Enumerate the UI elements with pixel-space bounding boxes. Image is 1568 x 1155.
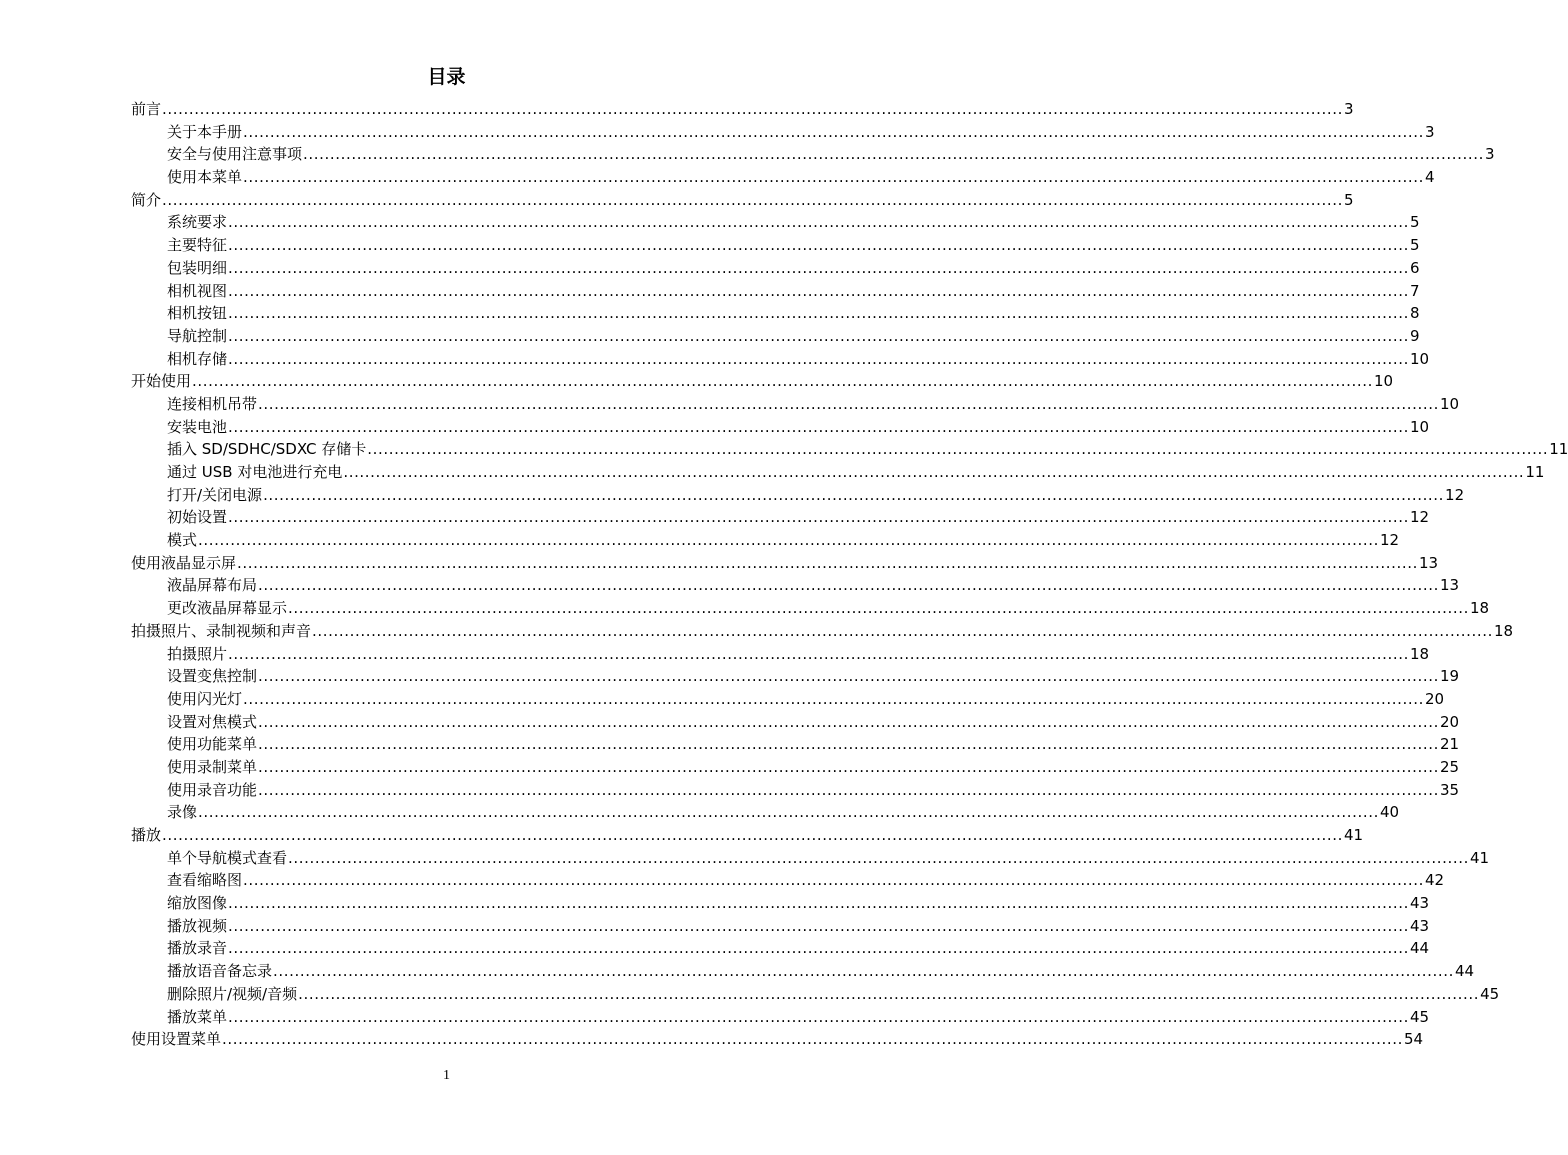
toc-subentry[interactable] — [131, 574, 1460, 597]
toc-page-number: 43 — [1410, 894, 1430, 913]
dot-leader: ............................................................................................................................................................................................................................ — [243, 168, 1424, 187]
toc-page-number: 8 — [1410, 304, 1420, 323]
toc-page-number: 35 — [1440, 780, 1460, 799]
toc-subentry[interactable] — [131, 348, 1430, 371]
toc-entry-label: 前言 — [131, 100, 162, 118]
toc-entry-label: 播放 — [131, 826, 162, 844]
toc-subentry[interactable] — [131, 257, 1420, 280]
dot-leader: ............................................................................................................................................................................................................................ — [258, 735, 1439, 754]
toc-entry-label: 查看缩略图 — [167, 871, 243, 890]
dot-leader: ............................................................................................................................................................................................................................ — [273, 962, 1454, 981]
toc-subentry[interactable] — [131, 937, 1430, 960]
toc-page-number: 21 — [1440, 735, 1460, 754]
toc-page-number: 20 — [1440, 712, 1460, 731]
toc-page-number: 10 — [1410, 417, 1430, 436]
toc-page-number: 11 — [1525, 463, 1545, 481]
toc-entry-label: 播放录音 — [167, 939, 228, 958]
toc-entry-label: 单个导航模式查看 — [167, 848, 288, 867]
toc-subentry[interactable] — [131, 892, 1430, 915]
dot-leader: ............................................................................................................................................................................................................................ — [198, 531, 1379, 550]
dot-leader: ............................................................................................................................................................................................................................ — [222, 1030, 1403, 1049]
dot-leader: ............................................................................................................................................................................................................................ — [228, 258, 1409, 277]
toc-page-number: 44 — [1455, 962, 1475, 981]
toc-page-number: 54 — [1404, 1030, 1424, 1049]
toc-page-number: 10 — [1410, 349, 1430, 368]
toc-title: 目录 — [427, 66, 466, 88]
dot-leader: ............................................................................................................................................................................................................................ — [243, 122, 1424, 141]
dot-leader: ............................................................................................................................................................................................................................ — [237, 553, 1418, 572]
toc-entry-label: 设置变焦控制 — [167, 667, 258, 686]
toc-entry[interactable] — [131, 824, 1364, 847]
toc-page-number: 7 — [1410, 281, 1420, 300]
dot-leader: ............................................................................................................................................................................................................................ — [312, 621, 1493, 640]
dot-leader: ............................................................................................................................................................................................................................ — [228, 349, 1409, 368]
toc-entry-label: 连接相机吊带 — [167, 394, 258, 413]
toc-subentry[interactable] — [131, 733, 1460, 756]
toc-subentry[interactable] — [131, 1006, 1430, 1029]
toc-page-number: 25 — [1440, 757, 1460, 776]
toc-entry-label: 导航控制 — [167, 326, 228, 345]
dot-leader: ............................................................................................................................................................................................................................ — [228, 236, 1409, 255]
toc-subentry[interactable] — [131, 688, 1445, 711]
dot-leader: ............................................................................................................................................................................................................................ — [367, 440, 1549, 459]
toc-page-number: 41 — [1344, 826, 1364, 844]
dot-leader: ............................................................................................................................................................................................................................ — [228, 281, 1409, 300]
dot-leader: ............................................................................................................................................................................................................................ — [228, 304, 1409, 323]
dot-leader: ............................................................................................................................................................................................................................ — [228, 508, 1409, 527]
toc-entry-label: 缩放图像 — [167, 894, 228, 913]
toc-page-number: 11 — [1549, 440, 1568, 459]
toc-entry-label: 删除照片/视频/音频 — [167, 984, 298, 1003]
dot-leader: ............................................................................................................................................................................................................................ — [162, 826, 1343, 844]
toc-entry-label: 开始使用 — [131, 372, 192, 391]
toc-subentry[interactable] — [131, 211, 1420, 234]
toc-page-number: 43 — [1410, 916, 1430, 935]
toc-page-number: 18 — [1494, 621, 1514, 640]
toc-page-number: 41 — [1470, 848, 1490, 867]
toc-entry-label: 模式 — [167, 531, 198, 550]
dot-leader: ............................................................................................................................................................................................................................ — [243, 871, 1424, 890]
dot-leader: ............................................................................................................................................................................................................................ — [228, 417, 1409, 436]
toc-entry-label: 使用设置菜单 — [131, 1030, 222, 1049]
toc-page-number: 3 — [1344, 100, 1354, 118]
dot-leader: ............................................................................................................................................................................................................................ — [228, 916, 1409, 935]
dot-leader: ............................................................................................................................................................................................................................ — [258, 712, 1439, 731]
toc-entry-label: 拍摄照片、录制视频和声音 — [131, 621, 312, 640]
toc-entry-label: 包装明细 — [167, 258, 228, 277]
toc-subentry[interactable] — [131, 869, 1445, 892]
dot-leader: ............................................................................................................................................................................................................................ — [258, 576, 1439, 595]
toc-entry[interactable] — [131, 98, 1354, 121]
table-of-contents — [131, 98, 1568, 1051]
dot-leader: ............................................................................................................................................................................................................................ — [258, 394, 1439, 413]
dot-leader: ............................................................................................................................................................................................................................ — [162, 190, 1343, 209]
toc-page-number: 4 — [1425, 168, 1435, 187]
toc-entry-label: 播放视频 — [167, 916, 228, 935]
dot-leader: ............................................................................................................................................................................................................................ — [228, 326, 1409, 345]
dot-leader: ............................................................................................................................................................................................................................ — [288, 599, 1469, 618]
toc-entry[interactable] — [131, 189, 1354, 212]
dot-leader: ............................................................................................................................................................................................................................ — [343, 463, 1525, 481]
toc-entry-label: 设置对焦模式 — [167, 712, 258, 731]
dot-leader: ............................................................................................................................................................................................................................ — [228, 1007, 1409, 1026]
toc-entry-label: 相机按钮 — [167, 304, 228, 323]
toc-entry-label: 使用录音功能 — [167, 780, 258, 799]
toc-entry-label: 系统要求 — [167, 213, 228, 232]
toc-entry-label: 使用本菜单 — [167, 168, 243, 187]
toc-subentry[interactable] — [131, 597, 1490, 620]
dot-leader: ............................................................................................................................................................................................................................ — [258, 757, 1439, 776]
toc-page-number: 5 — [1344, 190, 1354, 209]
toc-entry-label: 初始设置 — [167, 508, 228, 527]
toc-entry-label: 使用功能菜单 — [167, 735, 258, 754]
toc-entry[interactable] — [131, 552, 1439, 575]
toc-page-number: 20 — [1425, 689, 1445, 708]
toc-entry-label: 插入 SD/SDHC/SDXC 存储卡 — [167, 440, 367, 459]
toc-entry-label: 简介 — [131, 190, 162, 209]
toc-entry-label: 播放语音备忘录 — [167, 962, 273, 981]
toc-entry-label: 打开/关闭电源 — [167, 485, 263, 504]
toc-entry[interactable] — [131, 370, 1394, 393]
toc-subentry[interactable] — [131, 393, 1460, 416]
toc-subentry[interactable] — [131, 461, 1545, 484]
toc-entry-label: 更改液晶屏幕显示 — [167, 599, 288, 618]
toc-entry-label: 录像 — [167, 803, 198, 822]
page-number: 1 — [443, 1068, 450, 1083]
toc-page-number: 10 — [1374, 372, 1394, 391]
toc-subentry[interactable] — [131, 121, 1435, 144]
toc-page-number: 3 — [1485, 145, 1495, 164]
toc-subentry[interactable] — [131, 484, 1465, 507]
toc-subentry[interactable] — [131, 915, 1430, 938]
toc-subentry[interactable] — [131, 416, 1430, 439]
toc-page-number: 6 — [1410, 258, 1420, 277]
toc-entry[interactable] — [131, 620, 1514, 643]
toc-page-number: 45 — [1410, 1007, 1430, 1026]
toc-page-number: 9 — [1410, 326, 1420, 345]
toc-page-number: 3 — [1425, 122, 1435, 141]
toc-entry-label: 拍摄照片 — [167, 644, 228, 663]
dot-leader: ............................................................................................................................................................................................................................ — [288, 848, 1469, 867]
toc-subentry[interactable] — [131, 665, 1460, 688]
dot-leader: ............................................................................................................................................................................................................................ — [228, 894, 1409, 913]
toc-subentry[interactable] — [131, 234, 1420, 257]
toc-subentry[interactable] — [131, 143, 1495, 166]
toc-subentry[interactable] — [131, 302, 1420, 325]
toc-subentry[interactable] — [131, 280, 1420, 303]
toc-page-number: 13 — [1440, 576, 1460, 595]
dot-leader: ............................................................................................................................................................................................................................ — [263, 485, 1445, 504]
toc-subentry[interactable] — [131, 847, 1490, 870]
dot-leader: ............................................................................................................................................................................................................................ — [198, 803, 1379, 822]
toc-entry[interactable] — [131, 1028, 1424, 1051]
toc-entry-label: 液晶屏幕布局 — [167, 576, 258, 595]
toc-subentry[interactable] — [131, 960, 1475, 983]
toc-page-number: 19 — [1440, 667, 1460, 686]
dot-leader: ............................................................................................................................................................................................................................ — [228, 939, 1409, 958]
dot-leader: ............................................................................................................................................................................................................................ — [303, 145, 1484, 164]
toc-entry-label: 相机视图 — [167, 281, 228, 300]
toc-page-number: 44 — [1410, 939, 1430, 958]
toc-subentry[interactable] — [131, 506, 1430, 529]
toc-page-number: 12 — [1380, 531, 1400, 550]
dot-leader: ............................................................................................................................................................................................................................ — [162, 100, 1343, 118]
dot-leader: ............................................................................................................................................................................................................................ — [192, 372, 1373, 391]
toc-entry-label: 播放菜单 — [167, 1007, 228, 1026]
toc-subentry[interactable] — [131, 325, 1420, 348]
toc-subentry[interactable] — [131, 529, 1400, 552]
toc-entry-label: 使用液晶显示屏 — [131, 553, 237, 572]
toc-page-number: 45 — [1480, 984, 1500, 1003]
dot-leader: ............................................................................................................................................................................................................................ — [258, 667, 1439, 686]
toc-subentry[interactable] — [131, 779, 1460, 802]
toc-subentry[interactable] — [131, 801, 1400, 824]
toc-subentry[interactable] — [131, 166, 1435, 189]
toc-subentry[interactable] — [131, 438, 1568, 461]
dot-leader: ............................................................................................................................................................................................................................ — [258, 780, 1439, 799]
toc-page-number: 40 — [1380, 803, 1400, 822]
toc-page-number: 13 — [1419, 553, 1439, 572]
dot-leader: ............................................................................................................................................................................................................................ — [228, 213, 1409, 232]
toc-subentry[interactable] — [131, 711, 1460, 734]
toc-subentry[interactable] — [131, 983, 1500, 1006]
toc-page-number: 5 — [1410, 236, 1420, 255]
toc-page-number: 5 — [1410, 213, 1420, 232]
toc-page-number: 18 — [1470, 599, 1490, 618]
dot-leader: ............................................................................................................................................................................................................................ — [243, 689, 1424, 708]
toc-entry-label: 相机存储 — [167, 349, 228, 368]
dot-leader: ............................................................................................................................................................................................................................ — [298, 984, 1480, 1003]
toc-page-number: 42 — [1425, 871, 1445, 890]
toc-entry-label: 使用录制菜单 — [167, 757, 258, 776]
toc-page-number: 18 — [1410, 644, 1430, 663]
toc-entry-label: 安全与使用注意事项 — [167, 145, 303, 164]
toc-entry-label: 安装电池 — [167, 417, 228, 436]
toc-entry-label: 通过 USB 对电池进行充电 — [167, 463, 343, 481]
toc-entry-label: 关于本手册 — [167, 122, 243, 141]
toc-subentry[interactable] — [131, 756, 1460, 779]
toc-entry-label: 使用闪光灯 — [167, 689, 243, 708]
toc-page-number: 12 — [1445, 485, 1465, 504]
toc-subentry[interactable] — [131, 643, 1430, 666]
toc-entry-label: 主要特征 — [167, 236, 228, 255]
dot-leader: ............................................................................................................................................................................................................................ — [228, 644, 1409, 663]
toc-page-number: 10 — [1440, 394, 1460, 413]
toc-page-number: 12 — [1410, 508, 1430, 527]
